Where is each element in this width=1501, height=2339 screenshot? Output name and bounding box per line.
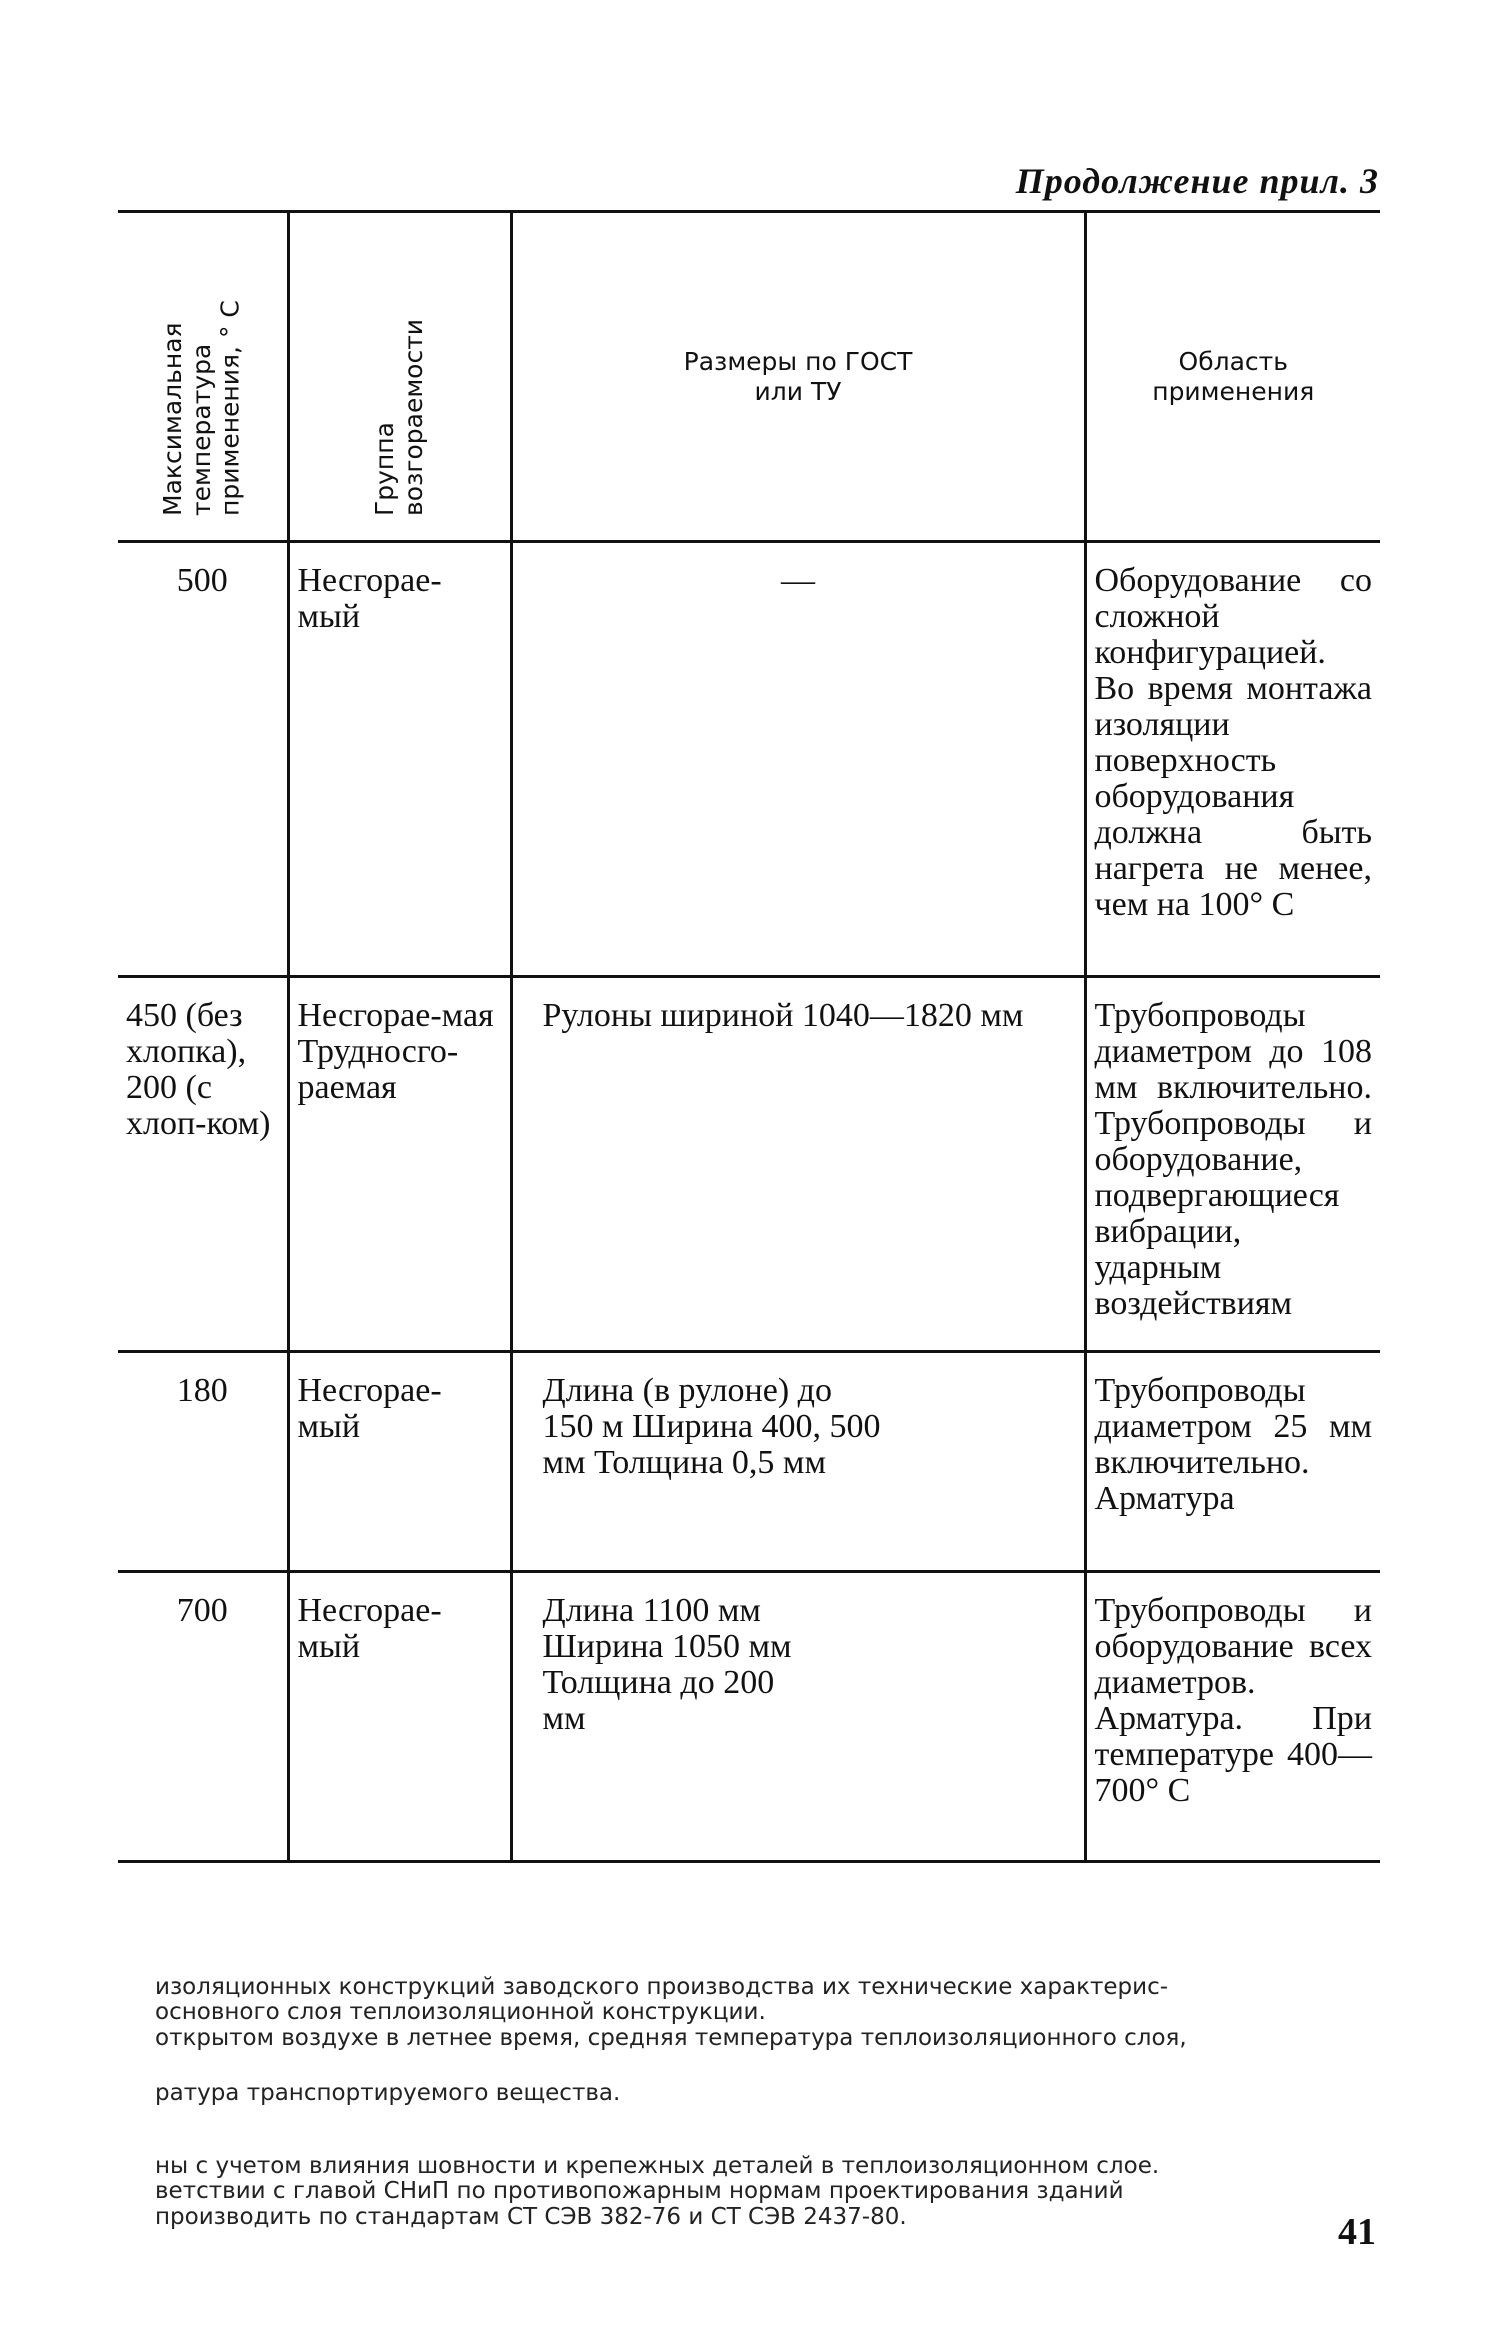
cell-temperature: 180 xyxy=(118,1352,288,1572)
materials-table xyxy=(118,210,1380,1863)
cell-application: Трубопроводы и оборудование всех диаметров. Арматура. При температуре 400—700° С xyxy=(1085,1572,1380,1862)
column-header-sizes: Размеры по ГОСТ или ТУ xyxy=(511,212,1085,542)
cell-sizes: Длина 1100 мм Ширина 1050 мм Толщина до 200 мм xyxy=(511,1572,1085,1862)
cell-application: Трубопроводы диаметром до 108 мм включительно. Трубопроводы и оборудование, подвергающиеся вибрации, ударным воздействиям xyxy=(1085,977,1380,1352)
cell-flammability: Несгорае-мый xyxy=(288,1352,511,1572)
table-row xyxy=(118,542,1380,977)
table-header xyxy=(118,212,1380,542)
cell-sizes: Длина (в рулоне) до 150 м Ширина 400, 500 мм Толщина 0,5 мм xyxy=(511,1352,1085,1572)
footnotes xyxy=(155,1975,1380,2230)
cell-temperature: 450 (без хлопка), 200 (с хлоп-ком) xyxy=(118,977,288,1352)
column-header-application: Область применения xyxy=(1085,212,1380,542)
cell-sizes: — xyxy=(511,542,1085,977)
cell-flammability: Несгорае-мый xyxy=(288,542,511,977)
column-header-max-temp: Максимальная температура применения, ° С xyxy=(118,212,288,542)
footnote-line: ратура транспортируемого вещества. xyxy=(155,2079,621,2106)
cell-application: Оборудование со сложной конфигурацией. Во время монтажа изоляции поверхность оборудования должна быть нагрета не менее, чем на 100° С xyxy=(1085,542,1380,977)
footnote-line: ны с учетом влияния шовности и крепежных деталей в теплоизоляционном слое. xyxy=(155,2153,1160,2180)
table-row xyxy=(118,1572,1380,1862)
footnote-line: основного слоя теплоизоляционной конструкции. xyxy=(155,1999,766,2026)
table-row xyxy=(118,1352,1380,1572)
footnote-line: производить по стандартам СТ СЭВ 382-76 и СТ СЭВ 2437-80. xyxy=(155,2203,907,2230)
cell-application: Трубопроводы диаметром 25 мм включительно. Арматура xyxy=(1085,1352,1380,1572)
table-body xyxy=(118,542,1380,1862)
footnote-line: ветствии с главой СНиП по противопожарным нормам проектирования зданий xyxy=(155,2178,1124,2205)
footnote-line: изоляционных конструкций заводского производства их технические характерис- xyxy=(155,1974,1169,2000)
cell-flammability: Несгорае-мая Трудносго-раемая xyxy=(288,977,511,1352)
page-number: 41 xyxy=(1338,2211,1376,2253)
cell-temperature: 700 xyxy=(118,1572,288,1862)
materials-table-container xyxy=(118,210,1380,1863)
cell-flammability: Несгорае-мый xyxy=(288,1572,511,1862)
page-header: Продолжение прил. 3 xyxy=(1015,161,1379,201)
cell-temperature: 500 xyxy=(118,542,288,977)
cell-sizes: Рулоны шириной 1040—1820 мм xyxy=(511,977,1085,1352)
column-header-flammability: Группа возгораемости xyxy=(288,212,511,542)
table-row xyxy=(118,977,1380,1352)
footnote-line: открытом воздухе в летнее время, средняя температура теплоизоляционного слоя, xyxy=(155,2024,1187,2051)
